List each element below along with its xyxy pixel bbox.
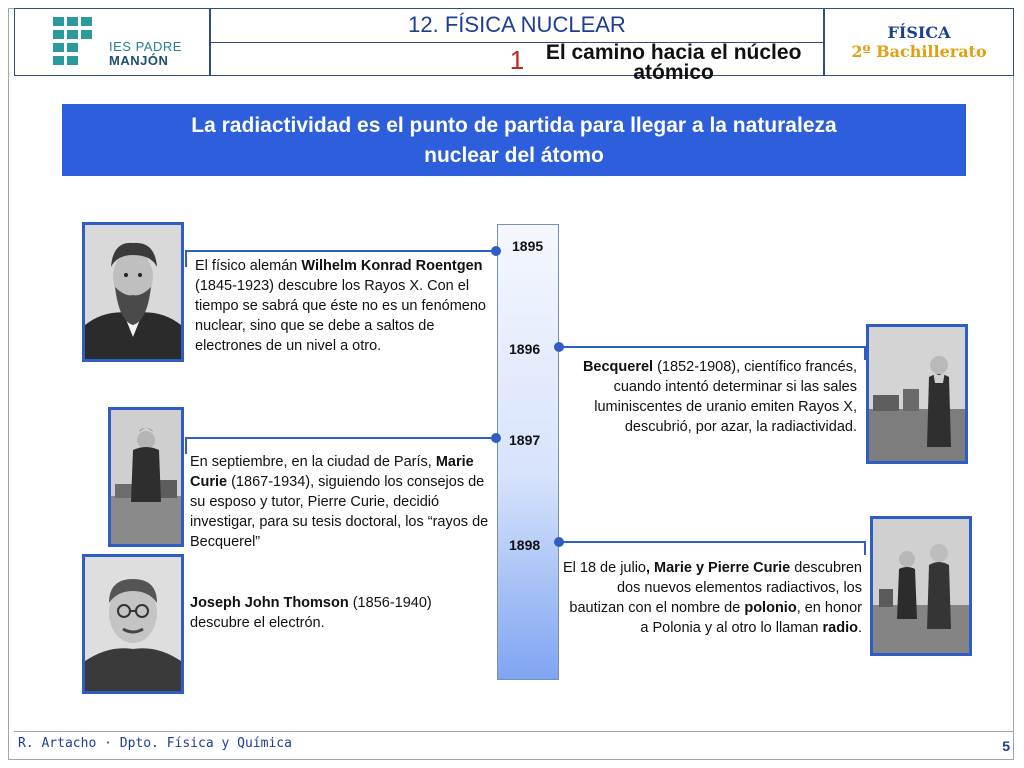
curie-text-pre: En septiembre, en la ciudad de París, bbox=[190, 454, 436, 470]
unit-title: 12. FÍSICA NUCLEAR bbox=[211, 9, 823, 43]
footer-author: R. Artacho · Dpto. Física y Química bbox=[18, 736, 292, 751]
curies-text-mid2: , en honor a Polonia y al otro lo llaman bbox=[640, 600, 862, 636]
curies-name: , Marie y Pierre Curie bbox=[645, 560, 791, 576]
curies-text bbox=[562, 558, 862, 638]
header-title-box bbox=[210, 8, 824, 84]
year-1897: 1897 bbox=[509, 432, 541, 448]
curie-text-post: (1867-1934), siguiendo los consejos de su esposo y tutor, Pierre Curie, decidió investigar, para su tesis doctoral, los “rayos de Becquerel” bbox=[190, 474, 489, 550]
thomson-text-post: (1856-1940) descubre el electrón. bbox=[190, 595, 432, 631]
timeline-dot-1897 bbox=[491, 433, 501, 443]
curies-text-pre: El 18 de julio bbox=[562, 560, 646, 576]
section-title-text: El camino hacia el núcleo atómico bbox=[545, 41, 802, 84]
becquerel-text-post: (1852-1908), científico francés, cuando intentó determinar si las sales luminiscentes de uranio emiten Rayos X, descubrió, por azar, la radiactividad. bbox=[594, 359, 857, 435]
logo-text-line1: IES PADRE bbox=[109, 39, 182, 54]
curie-name: Marie Curie bbox=[190, 454, 474, 490]
connector-curies-vertical bbox=[864, 541, 866, 555]
timeline-dot-1895 bbox=[491, 246, 501, 256]
curie-text bbox=[190, 452, 492, 552]
thomson-name: Joseph John Thomson bbox=[190, 595, 349, 611]
footer-divider bbox=[14, 731, 1014, 732]
becquerel-lab-photo bbox=[866, 324, 968, 464]
element-radio: radio bbox=[822, 620, 858, 636]
marie-pierre-curie-photo bbox=[870, 516, 972, 656]
subject-box bbox=[824, 8, 1014, 76]
element-polonio: polonio bbox=[744, 600, 797, 616]
timeline-dot-1898 bbox=[554, 537, 564, 547]
roentgen-text-post: (1845-1923) descubre los Rayos X. Con el tiempo se sabrá que éste no es un fenómeno nuclear, sino que se debe a saltos de electrones de un nivel a otro. bbox=[195, 278, 486, 354]
subject-name: FÍSICA bbox=[887, 23, 951, 42]
marie-curie-lab-photo bbox=[108, 407, 184, 547]
timeline-dot-1896 bbox=[554, 342, 564, 352]
connector-roentgen-vertical bbox=[185, 250, 187, 267]
becquerel-name: Becquerel bbox=[582, 359, 654, 375]
connector-roentgen bbox=[185, 250, 495, 252]
becquerel-text bbox=[566, 357, 857, 437]
course-name: 2º Bachillerato bbox=[851, 42, 987, 61]
banner-line1: La radiactividad es el punto de partida para llegar a la naturaleza bbox=[191, 114, 837, 137]
connector-curie bbox=[185, 437, 495, 439]
connector-curie-vertical bbox=[185, 437, 187, 454]
section-number: 1 bbox=[509, 45, 525, 75]
logo-mark-icon bbox=[53, 17, 101, 67]
banner-line2: nuclear del átomo bbox=[424, 144, 604, 167]
headline-banner bbox=[62, 104, 966, 176]
year-1895: 1895 bbox=[512, 238, 544, 254]
roentgen-text bbox=[195, 256, 490, 356]
thomson-text bbox=[190, 593, 485, 633]
connector-becquerel bbox=[560, 346, 866, 348]
curies-text-end: . bbox=[857, 620, 862, 636]
roentgen-portrait bbox=[82, 222, 184, 362]
section-title bbox=[211, 41, 823, 84]
roentgen-text-pre: El físico alemán bbox=[195, 258, 302, 274]
timeline-bar bbox=[497, 224, 559, 680]
roentgen-name: Wilhelm Konrad Roentgen bbox=[301, 258, 483, 274]
year-1898: 1898 bbox=[509, 537, 541, 553]
year-1896: 1896 bbox=[509, 341, 541, 357]
connector-curies bbox=[560, 541, 866, 543]
page-number: 5 bbox=[1002, 738, 1010, 754]
school-logo bbox=[14, 8, 210, 76]
logo-text-line2: MANJÓN bbox=[109, 53, 169, 68]
thomson-portrait bbox=[82, 554, 184, 694]
curies-text-mid: descubren dos nuevos elementos radiactivos, los bautizan con el nombre de bbox=[569, 560, 862, 616]
